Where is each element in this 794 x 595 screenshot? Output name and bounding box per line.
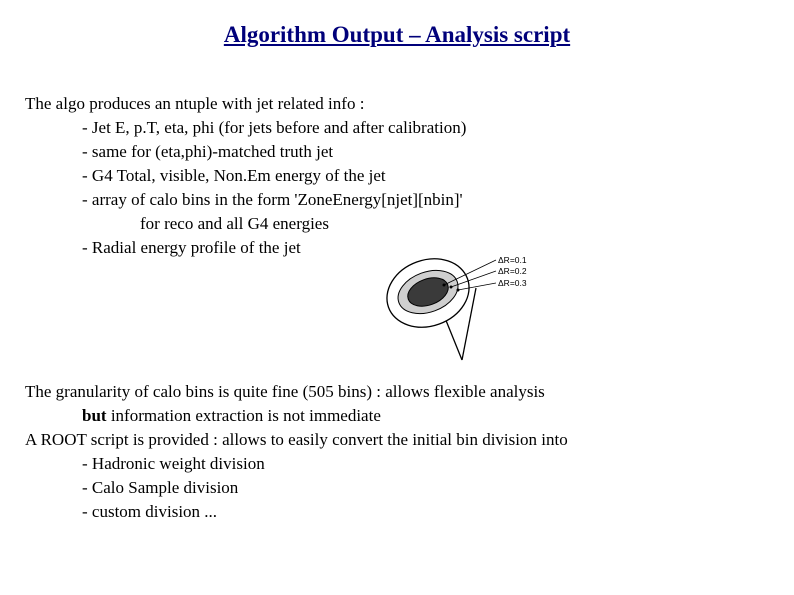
- list-item: - same for (eta,phi)-matched truth jet: [82, 142, 334, 161]
- delta-r-label: ΔR=0.2: [498, 266, 527, 276]
- delta-r-label: ΔR=0.1: [498, 255, 527, 265]
- intro-text: The algo produces an ntuple with jet related info :: [25, 94, 365, 113]
- granularity-note: [82, 406, 381, 426]
- list-item: - Jet E, p.T, eta, phi (for jets before and after calibration): [82, 118, 467, 137]
- granularity-text: The granularity of calo bins is quite fine (505 bins) : allows flexible analysis: [25, 382, 545, 401]
- list-item-continuation: for reco and all G4 energies: [140, 214, 329, 233]
- list-item: - Hadronic weight division: [82, 454, 265, 473]
- list-item: - Radial energy profile of the jet: [82, 238, 301, 257]
- jet-cone-diagram: [380, 248, 580, 373]
- list-item: - G4 Total, visible, Non.Em energy of the jet: [82, 166, 386, 185]
- note-rest: information extraction is not immediate: [106, 406, 381, 425]
- root-script-text: A ROOT script is provided : allows to easily convert the initial bin division into: [25, 430, 568, 449]
- list-item: - array of calo bins in the form 'ZoneEnergy[njet][nbin]': [82, 190, 463, 209]
- delta-r-label: ΔR=0.3: [498, 278, 527, 288]
- list-item: - custom division ...: [82, 502, 218, 521]
- list-item: - Calo Sample division: [82, 478, 239, 497]
- page-title: Algorithm Output – Analysis script: [223, 22, 571, 47]
- bold-word: but: [82, 406, 107, 425]
